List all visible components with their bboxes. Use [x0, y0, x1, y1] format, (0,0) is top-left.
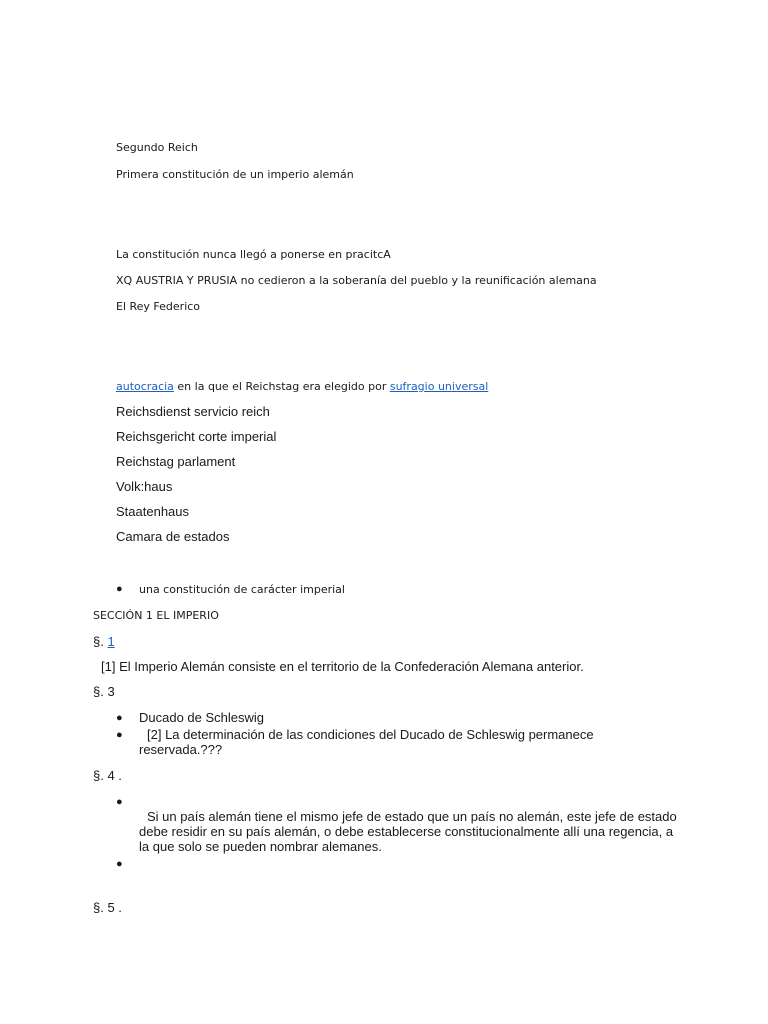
bullet-icon: ●	[116, 583, 123, 595]
bullet-imperial-text: una constitución de carácter imperial	[139, 583, 345, 596]
term-item: Volk:haus	[116, 479, 173, 494]
paragraph-1-text: [1] El Imperio Alemán consiste en el territorio de la Confederación Alemana anterior.	[101, 659, 584, 674]
autocracia-mid-text: en la que el Reichstag era elegido por	[173, 380, 390, 393]
bullet-icon: ●	[116, 858, 123, 870]
text-rey-federico: El Rey Federico	[116, 300, 201, 313]
term-item: Reichsdienst servicio reich	[116, 404, 270, 419]
autocracia-line	[116, 380, 488, 393]
subheading-primera-constitucion: Primera constitución de un imperio alemán	[116, 168, 354, 181]
paragraph-3-bullet-1: Ducado de Schleswig	[139, 710, 265, 725]
heading-segundo-reich: Segundo Reich	[116, 141, 198, 154]
paragraph-1-link[interactable]: 1	[107, 634, 115, 649]
term-item: Camara de estados	[116, 529, 230, 544]
paragraph-1-heading	[93, 634, 115, 649]
paragraph-1-prefix: §.	[93, 634, 108, 649]
bullet-icon: ●	[116, 729, 123, 741]
sufragio-universal-link[interactable]: sufragio universal	[389, 380, 489, 393]
term-item: Staatenhaus	[116, 504, 190, 519]
paragraph-3-bullet-2: [2] La determinación de las condiciones del Ducado de Schleswig permanece reservada.???	[139, 727, 594, 757]
text-austria-prusia: XQ AUSTRIA Y PRUSIA no cedieron a la soberanía del pueblo y la reunificación alemana	[116, 274, 597, 287]
text-constitucion-nunca: La constitución nunca llegó a ponerse en pracitcA	[116, 248, 391, 261]
term-item: Reichstag parlament	[116, 454, 236, 469]
section-title: SECCIÓN 1 EL IMPERIO	[93, 609, 219, 622]
term-item: Reichsgericht corte imperial	[116, 429, 277, 444]
paragraph-3-heading: §. 3	[93, 684, 115, 699]
paragraph-4-heading: §. 4 .	[93, 768, 122, 783]
paragraph-4-text: Si un país alemán tiene el mismo jefe de estado que un país no alemán, este jefe de estado debe residir en su país alemán, o debe establecerse constitucionalmente allí una regencia, a la que solo se pueden nombrar alemanes.	[139, 809, 677, 854]
autocracia-link[interactable]: autocracia	[116, 380, 174, 393]
bullet-icon: ●	[116, 712, 123, 724]
bullet-icon: ●	[116, 796, 123, 808]
paragraph-5-heading: §. 5 .	[93, 900, 122, 915]
